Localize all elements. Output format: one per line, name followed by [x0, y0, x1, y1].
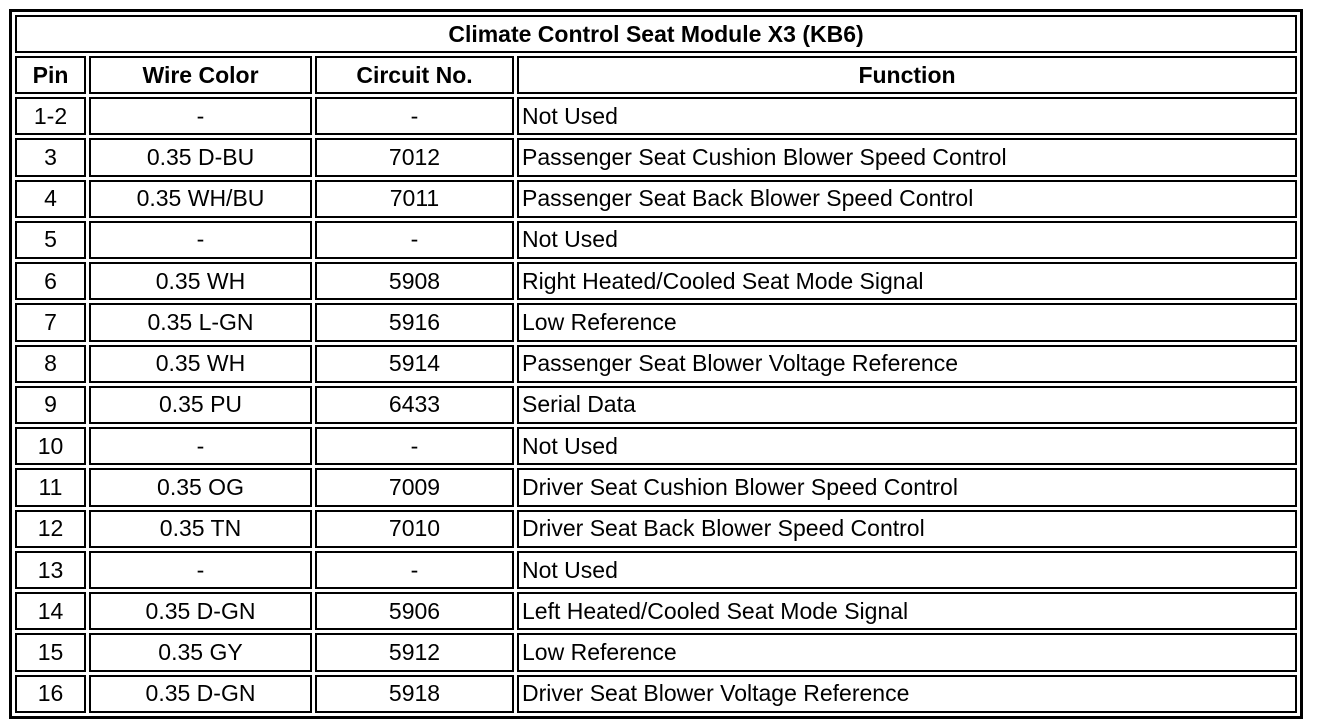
circuit-no-cell: 5906 — [315, 592, 514, 630]
column-header-circuit-no: Circuit No. — [315, 56, 514, 94]
function-cell: Driver Seat Blower Voltage Reference — [517, 675, 1297, 713]
wire-color-cell: - — [89, 97, 312, 135]
table-row — [15, 468, 1297, 506]
table-row — [15, 592, 1297, 630]
pinout-table-frame — [9, 9, 1303, 719]
table-row — [15, 386, 1297, 424]
function-cell: Right Heated/Cooled Seat Mode Signal — [517, 262, 1297, 300]
column-header-function: Function — [517, 56, 1297, 94]
function-cell: Driver Seat Cushion Blower Speed Control — [517, 468, 1297, 506]
function-cell: Low Reference — [517, 633, 1297, 671]
function-cell: Passenger Seat Cushion Blower Speed Control — [517, 138, 1297, 176]
wire-color-cell: 0.35 WH — [89, 262, 312, 300]
circuit-no-cell: 5918 — [315, 675, 514, 713]
function-cell: Not Used — [517, 427, 1297, 465]
wire-color-cell: 0.35 TN — [89, 510, 312, 548]
table-row — [15, 138, 1297, 176]
wire-color-cell: - — [89, 221, 312, 259]
circuit-no-cell: 5912 — [315, 633, 514, 671]
connector-pinout-table — [12, 12, 1300, 716]
wire-color-cell: 0.35 GY — [89, 633, 312, 671]
circuit-no-cell: 5916 — [315, 303, 514, 341]
table-body — [15, 97, 1297, 713]
circuit-no-cell: 7009 — [315, 468, 514, 506]
circuit-no-cell: - — [315, 427, 514, 465]
function-cell: Not Used — [517, 97, 1297, 135]
circuit-no-cell: - — [315, 221, 514, 259]
pin-cell: 11 — [15, 468, 86, 506]
column-header-pin: Pin — [15, 56, 86, 94]
circuit-no-cell: 7012 — [315, 138, 514, 176]
wire-color-cell: 0.35 OG — [89, 468, 312, 506]
circuit-no-cell: 5914 — [315, 345, 514, 383]
circuit-no-cell: 7010 — [315, 510, 514, 548]
table-row — [15, 221, 1297, 259]
pin-cell: 16 — [15, 675, 86, 713]
wire-color-cell: 0.35 D-GN — [89, 592, 312, 630]
circuit-no-cell: 5908 — [315, 262, 514, 300]
wire-color-cell: 0.35 D-GN — [89, 675, 312, 713]
column-header-wire-color: Wire Color — [89, 56, 312, 94]
table-row — [15, 180, 1297, 218]
pin-cell: 6 — [15, 262, 86, 300]
pin-cell: 12 — [15, 510, 86, 548]
pin-cell: 4 — [15, 180, 86, 218]
wire-color-cell: 0.35 WH — [89, 345, 312, 383]
pin-cell: 3 — [15, 138, 86, 176]
function-cell: Not Used — [517, 551, 1297, 589]
table-row — [15, 303, 1297, 341]
wire-color-cell: 0.35 WH/BU — [89, 180, 312, 218]
table-row — [15, 262, 1297, 300]
table-title: Climate Control Seat Module X3 (KB6) — [15, 15, 1297, 53]
table-title-row — [15, 15, 1297, 53]
table-row — [15, 551, 1297, 589]
pin-cell: 7 — [15, 303, 86, 341]
pin-cell: 8 — [15, 345, 86, 383]
function-cell: Passenger Seat Back Blower Speed Control — [517, 180, 1297, 218]
circuit-no-cell: 7011 — [315, 180, 514, 218]
function-cell: Left Heated/Cooled Seat Mode Signal — [517, 592, 1297, 630]
circuit-no-cell: - — [315, 551, 514, 589]
function-cell: Serial Data — [517, 386, 1297, 424]
table-header-row — [15, 56, 1297, 94]
function-cell: Driver Seat Back Blower Speed Control — [517, 510, 1297, 548]
pin-cell: 10 — [15, 427, 86, 465]
pin-cell: 15 — [15, 633, 86, 671]
table-row — [15, 675, 1297, 713]
function-cell: Passenger Seat Blower Voltage Reference — [517, 345, 1297, 383]
table-row — [15, 427, 1297, 465]
pin-cell: 9 — [15, 386, 86, 424]
pin-cell: 14 — [15, 592, 86, 630]
wire-color-cell: 0.35 L-GN — [89, 303, 312, 341]
wire-color-cell: - — [89, 551, 312, 589]
table-row — [15, 510, 1297, 548]
pin-cell: 5 — [15, 221, 86, 259]
circuit-no-cell: 6433 — [315, 386, 514, 424]
pin-cell: 1-2 — [15, 97, 86, 135]
table-row — [15, 633, 1297, 671]
wire-color-cell: - — [89, 427, 312, 465]
table-row — [15, 97, 1297, 135]
table-row — [15, 345, 1297, 383]
function-cell: Not Used — [517, 221, 1297, 259]
pin-cell: 13 — [15, 551, 86, 589]
wire-color-cell: 0.35 PU — [89, 386, 312, 424]
function-cell: Low Reference — [517, 303, 1297, 341]
circuit-no-cell: - — [315, 97, 514, 135]
wire-color-cell: 0.35 D-BU — [89, 138, 312, 176]
